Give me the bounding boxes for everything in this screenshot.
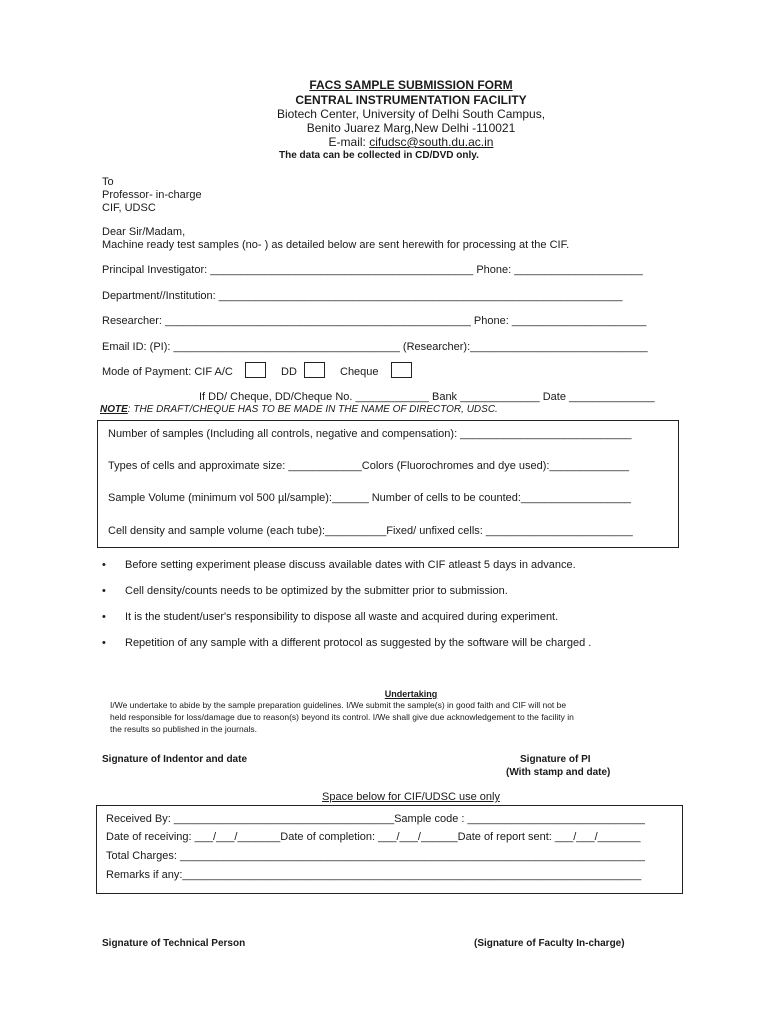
guideline-item: Repetition of any sample with a different protocol as suggested by the software will be charged .: [125, 637, 592, 649]
bullet-icon: •: [102, 611, 106, 623]
guideline-item: Before setting experiment please discuss available dates with CIF atleast 5 days in advance.: [125, 559, 576, 571]
dd-label: DD: [281, 366, 297, 378]
pi-field[interactable]: Principal Investigator: ___________________________________________ Phone: _____________________: [102, 264, 643, 276]
undertaking-line-2: held responsible for loss/damage due to reason(s) beyond its control. I/We shall give due acknowledgement to the facility in: [110, 712, 574, 722]
facility-name: CENTRAL INSTRUMENTATION FACILITY: [295, 93, 527, 107]
total-charges-field[interactable]: Total Charges: ____________________________________________________________________________: [106, 850, 645, 862]
pi-signature-sub: (With stamp and date): [506, 767, 611, 778]
pi-signature-label: Signature of PI: [520, 754, 591, 765]
email-id-field[interactable]: Email ID: (PI): _____________________________________ (Researcher):_____________________________: [102, 341, 648, 353]
payment-details-field[interactable]: If DD/ Cheque, DD/Cheque No. ____________ Bank _____________ Date ______________: [199, 391, 655, 403]
sample-volume-field[interactable]: Sample Volume (minimum vol 500 µl/sample):______ Number of cells to be counted:__________________: [108, 492, 632, 504]
address-line-cif: CIF, UDSC: [102, 202, 156, 214]
undertaking-heading: Undertaking: [384, 689, 438, 699]
undertaking-line-1: I/We undertake to abide by the sample preparation guidelines. I/We submit the sample(s) in good faith and CIF will not be: [110, 700, 567, 710]
faculty-signature-label: (Signature of Faculty In-charge): [474, 938, 625, 949]
cell-types-field[interactable]: Types of cells and approximate size: ____________Colors (Fluorochromes and dye used):_____________: [108, 460, 630, 472]
cheque-checkbox[interactable]: [391, 362, 412, 378]
payment-label: Mode of Payment: CIF A/C: [102, 366, 233, 378]
bullet-icon: •: [102, 637, 106, 649]
department-field[interactable]: Department//Institution: __________________________________________________________________: [102, 290, 623, 302]
intro-text: Machine ready test samples (no- ) as detailed below are sent herewith for processing at the CIF.: [102, 239, 570, 251]
bullet-icon: •: [102, 585, 106, 597]
dd-checkbox[interactable]: [304, 362, 325, 378]
cell-density-field[interactable]: Cell density and sample volume (each tube):__________Fixed/ unfixed cells: ________________________: [108, 525, 633, 537]
office-use-heading: Space below for CIF/UDSC use only: [322, 791, 500, 803]
email-line: [0, 135, 770, 149]
form-title: FACS SAMPLE SUBMISSION FORM: [309, 78, 513, 92]
number-of-samples-field[interactable]: Number of samples (Including all controls, negative and compensation): ____________________________: [108, 428, 632, 440]
address-line-1: Biotech Center, University of Delhi South Campus,: [276, 107, 546, 121]
undertaking-line-3: the results so published in the journals.: [110, 724, 257, 734]
researcher-field[interactable]: Researcher: __________________________________________________ Phone: ______________________: [102, 315, 647, 327]
email-label: E-mail:: [328, 135, 370, 149]
cd-note: The data can be collected in CD/DVD only.: [279, 150, 479, 161]
indentor-signature-label: Signature of Indentor and date: [102, 754, 248, 765]
salutation: Dear Sir/Madam,: [102, 226, 186, 238]
remarks-field[interactable]: Remarks if any:___________________________________________________________________________: [106, 869, 642, 881]
received-by-field[interactable]: Received By: ____________________________________Sample code : _____________________________: [106, 813, 645, 825]
dates-field[interactable]: Date of receiving: ___/___/_______Date of completion: ___/___/______Date of report sent: ___/___/_______: [106, 831, 641, 843]
guideline-item: Cell density/counts needs to be optimized by the submitter prior to submission.: [125, 585, 508, 597]
address-to: To: [102, 176, 114, 188]
address-line-2: Benito Juarez Marg,New Delhi -110021: [306, 121, 516, 135]
address-line-professor: Professor- in-charge: [102, 189, 202, 201]
technical-signature-label: Signature of Technical Person: [102, 938, 246, 949]
email-link[interactable]: cifudsc@south.du.ac.in: [369, 135, 494, 149]
bullet-icon: •: [102, 559, 106, 571]
cheque-label: Cheque: [340, 366, 379, 378]
note-text: : THE DRAFT/CHEQUE HAS TO BE MADE IN THE NAME OF DIRECTOR, UDSC.: [127, 404, 498, 415]
note-label: NOTE: [100, 404, 128, 415]
cif-ac-checkbox[interactable]: [245, 362, 266, 378]
draft-note: [100, 403, 498, 416]
guideline-item: It is the student/user's responsibility to dispose all waste and acquired during experiment.: [125, 611, 559, 623]
